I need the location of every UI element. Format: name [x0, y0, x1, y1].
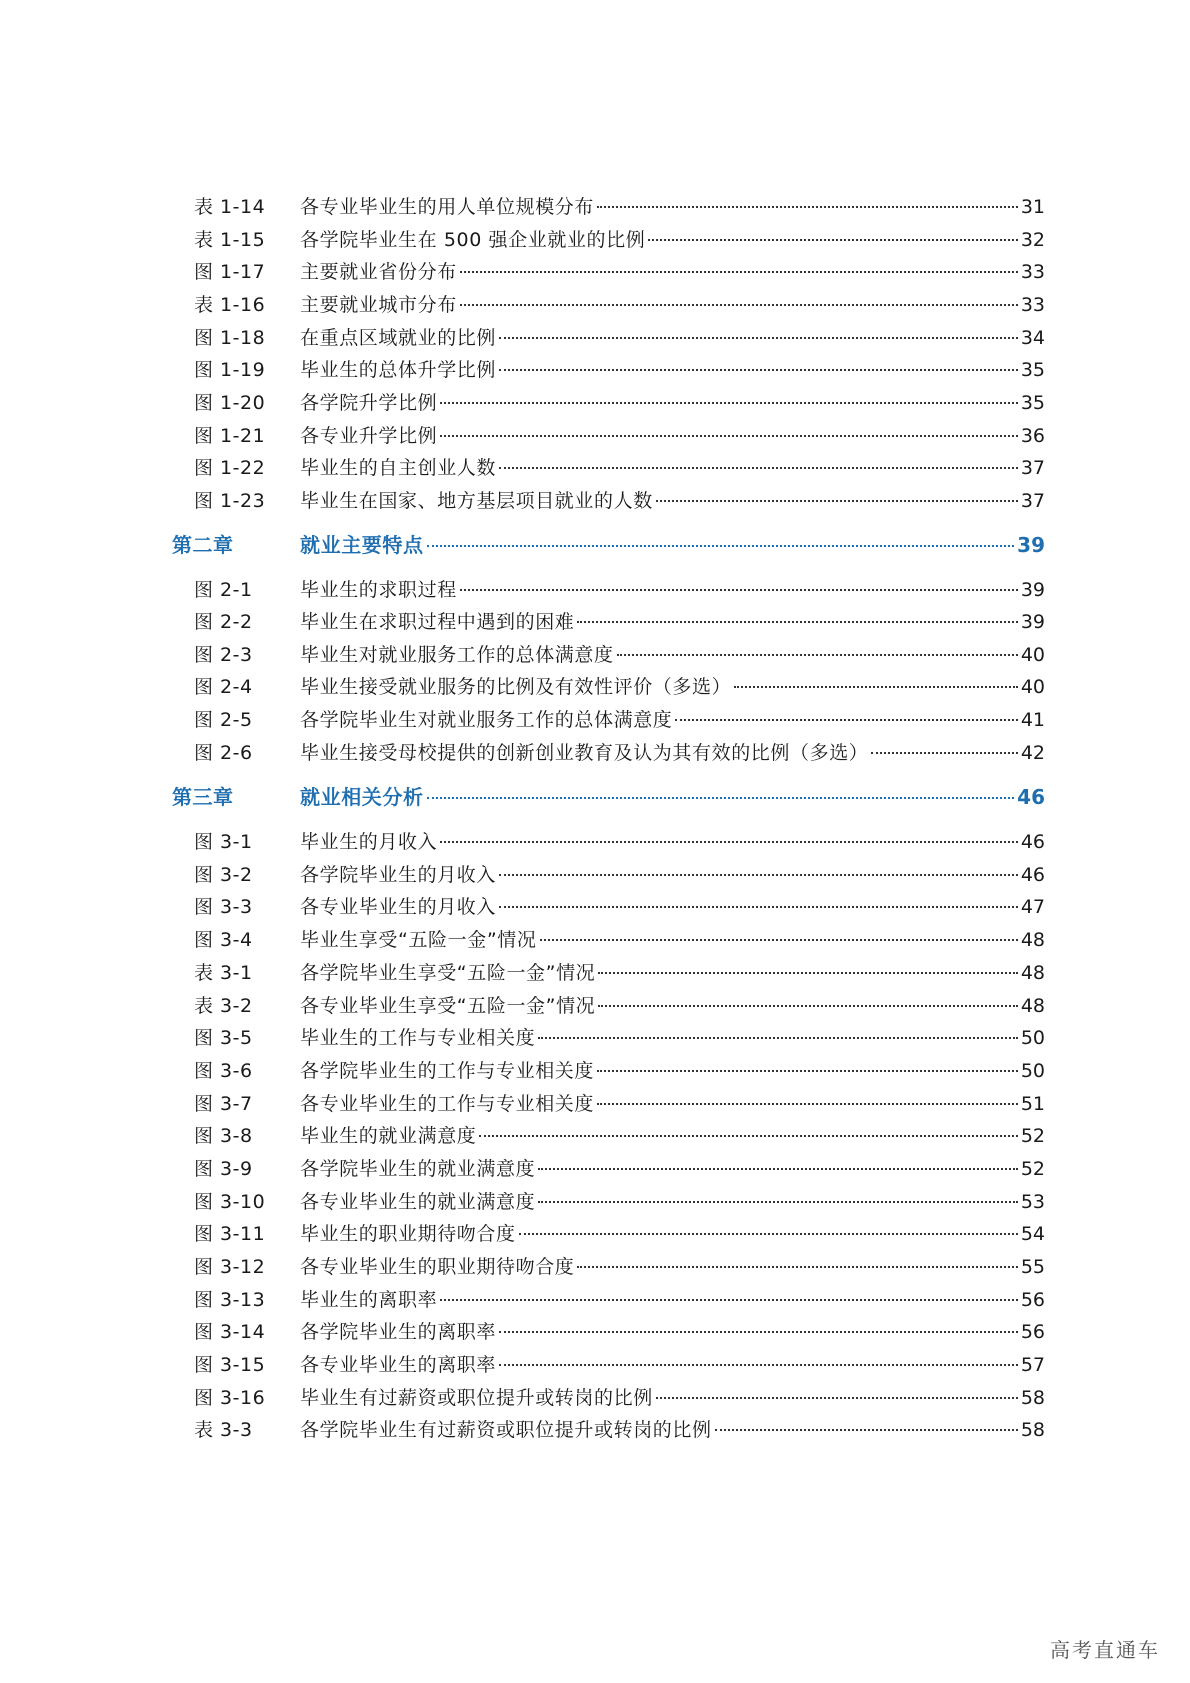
entry-label: 表 1-16 [194, 294, 266, 316]
toc-entry[interactable] [0, 1283, 1190, 1317]
page-number: 35 [1020, 359, 1045, 381]
page-number: 53 [1020, 1191, 1045, 1213]
entry-title: 各学院毕业生有过薪资或职位提升或转岗的比例 [300, 1419, 712, 1441]
entry-label: 图 2-5 [194, 709, 253, 731]
entry-title: 各学院毕业生的工作与专业相关度 [300, 1060, 595, 1082]
toc-entry[interactable] [0, 989, 1190, 1023]
entry-title-line [300, 825, 1045, 859]
entry-title-line [300, 638, 1045, 672]
entry-label: 图 3-16 [194, 1387, 266, 1409]
entry-label: 图 3-6 [194, 1060, 253, 1082]
entry-title-line [300, 1315, 1045, 1349]
dot-leader [499, 906, 1018, 908]
entry-title: 各专业毕业生的离职率 [300, 1354, 497, 1376]
dot-leader [499, 1364, 1018, 1366]
entry-label: 图 2-6 [194, 742, 253, 764]
page-number: 56 [1020, 1289, 1045, 1311]
entry-title: 各学院升学比例 [300, 392, 438, 414]
dot-leader [440, 435, 1018, 437]
entry-title-line [300, 386, 1045, 420]
page-number: 39 [1020, 579, 1045, 601]
dot-leader [598, 1005, 1018, 1007]
entry-label: 图 3-11 [194, 1223, 266, 1245]
entry-label: 图 3-8 [194, 1125, 253, 1147]
entry-title-line [300, 1413, 1045, 1447]
toc-entry[interactable] [0, 1250, 1190, 1284]
page-number: 40 [1020, 676, 1045, 698]
page-number: 33 [1020, 294, 1045, 316]
entry-title: 毕业生的求职过程 [300, 579, 457, 601]
dot-leader [440, 841, 1018, 843]
entry-label: 图 1-23 [194, 490, 266, 512]
entry-title: 毕业生接受就业服务的比例及有效性评价（多选） [300, 676, 732, 698]
entry-title-line [300, 1250, 1045, 1284]
toc-entry[interactable] [0, 353, 1190, 387]
page-number: 51 [1020, 1093, 1045, 1115]
entry-title: 毕业生的总体升学比例 [300, 359, 497, 381]
entry-label: 图 1-20 [194, 392, 266, 414]
toc-entry[interactable] [0, 419, 1190, 453]
entry-title-line [300, 780, 1045, 814]
dot-leader [519, 1233, 1018, 1235]
entry-title: 毕业生有过薪资或职位提升或转岗的比例 [300, 1387, 653, 1409]
dot-leader [597, 1103, 1018, 1105]
entry-title: 就业主要特点 [300, 533, 424, 557]
page-number: 37 [1020, 457, 1045, 479]
dot-leader [597, 1070, 1018, 1072]
entry-title: 各学院毕业生对就业服务工作的总体满意度 [300, 709, 673, 731]
entry-label: 图 3-15 [194, 1354, 266, 1376]
entry-title-line [300, 1087, 1045, 1121]
entry-title: 各专业毕业生的用人单位规模分布 [300, 196, 595, 218]
entry-title: 就业相关分析 [300, 785, 424, 809]
page-number: 50 [1020, 1060, 1045, 1082]
dot-leader [540, 939, 1018, 941]
entry-label: 图 3-13 [194, 1289, 266, 1311]
entry-title-line [300, 1348, 1045, 1382]
entry-label: 表 3-1 [194, 962, 253, 984]
toc-entry[interactable] [0, 288, 1190, 322]
page-number: 46 [1017, 785, 1045, 809]
entry-label: 图 3-9 [194, 1158, 253, 1180]
page-number: 32 [1020, 229, 1045, 251]
entry-title-line [300, 1119, 1045, 1153]
toc-entry[interactable] [0, 670, 1190, 704]
entry-title: 主要就业省份分布 [300, 261, 457, 283]
entry-label: 图 3-5 [194, 1027, 253, 1049]
page-number: 37 [1020, 490, 1045, 512]
entry-title-line [300, 923, 1045, 957]
toc-entry[interactable] [0, 605, 1190, 639]
dot-leader [597, 206, 1018, 208]
page-number: 39 [1017, 533, 1045, 557]
page-number: 47 [1020, 896, 1045, 918]
entry-title-line [300, 956, 1045, 990]
entry-label: 图 3-1 [194, 831, 253, 853]
page-number: 55 [1020, 1256, 1045, 1278]
toc-entry[interactable] [0, 638, 1190, 672]
entry-label: 表 3-2 [194, 995, 253, 1017]
entry-title-line [300, 1217, 1045, 1251]
entry-title: 毕业生的工作与专业相关度 [300, 1027, 536, 1049]
entry-title: 毕业生的离职率 [300, 1289, 438, 1311]
toc-entry[interactable] [0, 923, 1190, 957]
entry-label: 图 3-12 [194, 1256, 266, 1278]
entry-title: 毕业生在国家、地方基层项目就业的人数 [300, 490, 653, 512]
entry-title-line [300, 1152, 1045, 1186]
entry-title-line [300, 353, 1045, 387]
entry-title: 各专业毕业生享受“五险一金”情况 [300, 995, 596, 1017]
entry-title-line [300, 1381, 1045, 1415]
dot-leader [577, 621, 1017, 623]
page-number: 52 [1020, 1125, 1045, 1147]
dot-leader [440, 1299, 1018, 1301]
watermark: 高考直通车 [1050, 1638, 1160, 1662]
entry-title-line [300, 528, 1045, 562]
toc-entry[interactable] [0, 1217, 1190, 1251]
dot-leader [538, 1201, 1018, 1203]
toc-entry[interactable] [0, 386, 1190, 420]
entry-title-line [300, 1283, 1045, 1317]
entry-title-line [300, 890, 1045, 924]
entry-label: 图 1-21 [194, 425, 266, 447]
page-number: 52 [1020, 1158, 1045, 1180]
entry-title-line [300, 190, 1045, 224]
entry-title: 在重点区域就业的比例 [300, 327, 497, 349]
entry-title-line [300, 573, 1045, 607]
entry-title: 各专业毕业生的月收入 [300, 896, 497, 918]
entry-label: 表 1-15 [194, 229, 266, 251]
entry-title: 毕业生的就业满意度 [300, 1125, 477, 1147]
entry-title-line [300, 858, 1045, 892]
entry-title: 各学院毕业生的月收入 [300, 864, 497, 886]
page-number: 50 [1020, 1027, 1045, 1049]
toc-entry[interactable] [0, 825, 1190, 859]
entry-title-line [300, 419, 1045, 453]
page-number: 41 [1020, 709, 1045, 731]
entry-title: 各学院毕业生在 500 强企业就业的比例 [300, 229, 646, 251]
page-number: 58 [1020, 1387, 1045, 1409]
entry-title: 毕业生对就业服务工作的总体满意度 [300, 644, 614, 666]
dot-leader [656, 500, 1018, 502]
toc-entry[interactable] [0, 321, 1190, 355]
toc-entry[interactable] [0, 890, 1190, 924]
dot-leader [598, 972, 1018, 974]
toc-entry[interactable] [0, 573, 1190, 607]
page-number: 48 [1020, 962, 1045, 984]
entry-title: 毕业生接受母校提供的创新创业教育及认为其有效的比例（多选） [300, 742, 869, 764]
entry-label: 表 1-14 [194, 196, 266, 218]
page-number: 46 [1020, 864, 1045, 886]
dot-leader [675, 719, 1017, 721]
page-number: 35 [1020, 392, 1045, 414]
dot-leader [715, 1429, 1018, 1431]
toc-entry[interactable] [0, 1152, 1190, 1186]
page-number: 36 [1020, 425, 1045, 447]
entry-label: 图 2-4 [194, 676, 253, 698]
entry-title: 主要就业城市分布 [300, 294, 457, 316]
entry-title-line [300, 288, 1045, 322]
page-number: 34 [1020, 327, 1045, 349]
dot-leader [538, 1168, 1018, 1170]
entry-label: 图 3-3 [194, 896, 253, 918]
dot-leader [479, 1135, 1017, 1137]
entry-label: 表 3-3 [194, 1419, 253, 1441]
entry-title: 各专业毕业生的职业期待吻合度 [300, 1256, 575, 1278]
entry-label: 图 1-18 [194, 327, 266, 349]
toc-entry[interactable] [0, 1348, 1190, 1382]
entry-label: 图 3-10 [194, 1191, 266, 1213]
entry-label: 图 3-7 [194, 1093, 253, 1115]
toc-entry[interactable] [0, 223, 1190, 257]
toc-entry[interactable] [0, 736, 1190, 770]
entry-title: 各专业升学比例 [300, 425, 438, 447]
entry-title-line [300, 605, 1045, 639]
page-number: 56 [1020, 1321, 1045, 1343]
entry-title: 毕业生的自主创业人数 [300, 457, 497, 479]
dot-leader [460, 589, 1018, 591]
page-number: 46 [1020, 831, 1045, 853]
entry-label: 图 1-17 [194, 261, 266, 283]
entry-title-line [300, 1054, 1045, 1088]
toc-entry[interactable] [0, 190, 1190, 224]
dot-leader [499, 874, 1018, 876]
toc-entry[interactable] [0, 1185, 1190, 1219]
page-number: 57 [1020, 1354, 1045, 1376]
toc-entry[interactable] [0, 1087, 1190, 1121]
dot-leader [656, 1397, 1018, 1399]
entry-label: 图 3-4 [194, 929, 253, 951]
toc-entry[interactable] [0, 1119, 1190, 1153]
toc-entry[interactable] [0, 451, 1190, 485]
dot-leader [734, 686, 1018, 688]
dot-leader [427, 797, 1015, 799]
dot-leader [538, 1037, 1018, 1039]
entry-title-line [300, 321, 1045, 355]
page-number: 40 [1020, 644, 1045, 666]
page-number: 33 [1020, 261, 1045, 283]
page-number: 48 [1020, 995, 1045, 1017]
dot-leader [460, 304, 1018, 306]
dot-leader [648, 239, 1017, 241]
entry-label: 图 3-2 [194, 864, 253, 886]
entry-title: 各学院毕业生的就业满意度 [300, 1158, 536, 1180]
entry-title-line [300, 255, 1045, 289]
toc-entry[interactable] [0, 703, 1190, 737]
entry-title-line [300, 736, 1045, 770]
entry-label: 图 3-14 [194, 1321, 266, 1343]
toc-entry[interactable] [0, 956, 1190, 990]
page-number: 42 [1020, 742, 1045, 764]
entry-title: 各学院毕业生的离职率 [300, 1321, 497, 1343]
entry-label: 图 1-19 [194, 359, 266, 381]
entry-title-line [300, 989, 1045, 1023]
entry-title: 各专业毕业生的就业满意度 [300, 1191, 536, 1213]
entry-title-line [300, 223, 1045, 257]
dot-leader [499, 467, 1018, 469]
chapter-entry[interactable] [0, 528, 1190, 562]
dot-leader [440, 402, 1018, 404]
dot-leader [871, 752, 1017, 754]
toc-entry[interactable] [0, 1021, 1190, 1055]
toc-entry[interactable] [0, 858, 1190, 892]
page-number: 54 [1020, 1223, 1045, 1245]
toc-entry[interactable] [0, 1054, 1190, 1088]
entry-title: 毕业生的职业期待吻合度 [300, 1223, 516, 1245]
dot-leader [499, 1331, 1018, 1333]
page-number: 58 [1020, 1419, 1045, 1441]
entry-title: 毕业生在求职过程中遇到的困难 [300, 611, 575, 633]
page-number: 31 [1020, 196, 1045, 218]
entry-title: 各专业毕业生的工作与专业相关度 [300, 1093, 595, 1115]
dot-leader [427, 545, 1015, 547]
dot-leader [460, 271, 1018, 273]
entry-label: 图 2-1 [194, 579, 253, 601]
toc-entry[interactable] [0, 255, 1190, 289]
page-number: 48 [1020, 929, 1045, 951]
entry-label: 第二章 [172, 533, 234, 557]
dot-leader [499, 337, 1018, 339]
dot-leader [499, 369, 1018, 371]
entry-label: 图 2-2 [194, 611, 253, 633]
entry-title: 毕业生的月收入 [300, 831, 438, 853]
entry-title-line [300, 484, 1045, 518]
entry-label: 图 2-3 [194, 644, 253, 666]
entry-title: 各学院毕业生享受“五险一金”情况 [300, 962, 596, 984]
entry-label: 第三章 [172, 785, 234, 809]
page-number: 39 [1020, 611, 1045, 633]
toc-entry[interactable] [0, 1381, 1190, 1415]
dot-leader [617, 654, 1018, 656]
entry-label: 图 1-22 [194, 457, 266, 479]
entry-title-line [300, 1021, 1045, 1055]
toc-entry[interactable] [0, 1413, 1190, 1447]
entry-title-line [300, 1185, 1045, 1219]
entry-title-line [300, 451, 1045, 485]
dot-leader [577, 1266, 1017, 1268]
toc-entry[interactable] [0, 484, 1190, 518]
entry-title-line [300, 670, 1045, 704]
entry-title-line [300, 703, 1045, 737]
chapter-entry[interactable] [0, 780, 1190, 814]
toc-entry[interactable] [0, 1315, 1190, 1349]
entry-title: 毕业生享受“五险一金”情况 [300, 929, 537, 951]
